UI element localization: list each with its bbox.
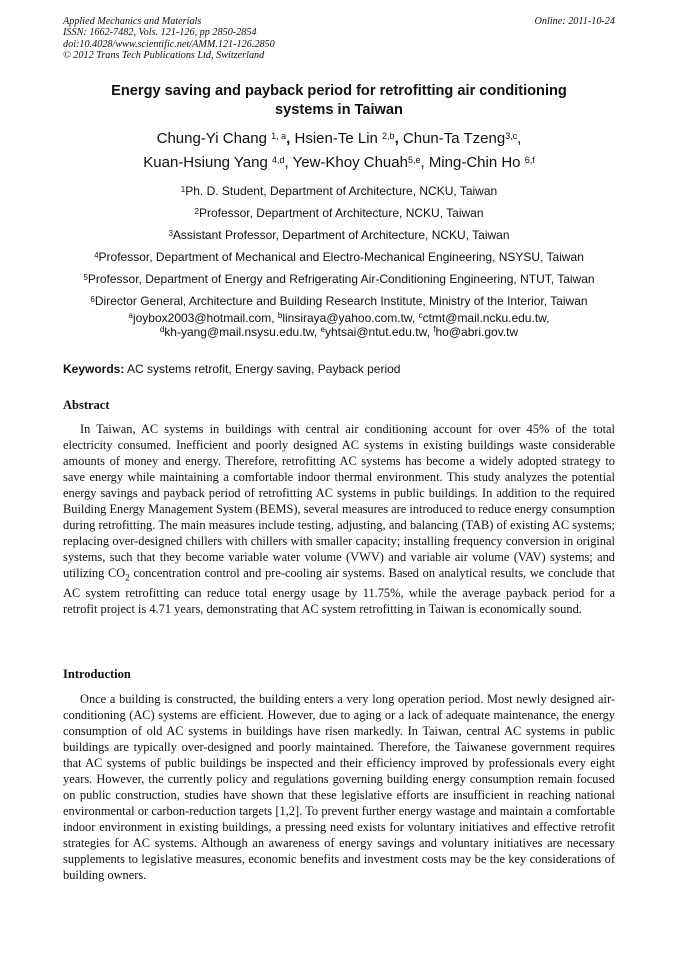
abstract-heading: Abstract (63, 398, 110, 412)
doi-line: doi:10.4028/www.scientific.net/AMM.121-126.2850 (63, 38, 275, 50)
introduction-text: Once a building is constructed, the building enters a very long operation period. Most newly designed air-conditioning (AC) systems are efficient. However, due to aging or a lack of adequate maintenance, the energy consumption of old AC systems in buildings have risen markedly. In Taiwan, central AC systems in public buildings are typically over-designed and poorly maintained. Therefore, the Taiwanese government requires that AC systems of public buildings be inspected and their efficiency improved by professionals every eight years. However, the currently policy and regulations governing building energy consumption remain focused on public construction, studies have shown that these legislative efforts are insufficient in reaching national environmental or carbon-reduction targets [1,2]. To prevent further energy wastage and maintain a comfortable indoor environment in existing buildings, a pressing need exists for voluntary initiatives and effective retrofit strategies for AC systems. Although an awareness of energy savings and voluntary initiatives are necessary supplements to legislative measures, economic benefits and investment costs may be the key considerations of building owners. (63, 692, 615, 882)
affiliation-mark: 6 (90, 294, 95, 304)
author-name: Yew-Khoy Chuah (292, 154, 408, 171)
email-link[interactable]: joybox2003@hotmail.com (132, 311, 272, 325)
author-line-2: Kuan-Hsiung Yang $^{4,d}$, Yew-Khoy Chuah$^{5,e}$, Ming-Chin Ho $^{6,f}$ (143, 154, 535, 171)
affiliation-mark: 3 (168, 228, 173, 238)
email-link[interactable]: yhtsai@ntut.edu.tw (325, 325, 427, 339)
email-link[interactable]: ho@abri.gov.tw (435, 325, 519, 339)
email-line-1: $^a$joybox2003@hotmail.com, $^b$linsiraya@yahoo.com.tw, $^c$ctmt@mail.ncku.edu.tw, (128, 311, 550, 325)
paper-title-line-2: systems in Taiwan (275, 102, 403, 118)
affiliation-text: Professor, Department of Architecture, NCKU, Taiwan (198, 205, 484, 220)
affiliation-text: Director General, Architecture and Building Research Institute, Ministry of the Interior, Taiwan (94, 293, 588, 308)
author-list (40, 127, 638, 175)
affiliation-item (40, 225, 638, 247)
author-affil-mark: 6,f (524, 155, 535, 165)
email-mark: c (418, 311, 423, 320)
online-date: Online: 2011-10-24 (534, 16, 615, 27)
co2-subscript: 2 (125, 572, 130, 583)
affiliation-text: Ph. D. Student, Department of Architecture, NCKU, Taiwan (185, 184, 498, 198)
keywords-label: Keywords: (63, 362, 125, 376)
affiliation-mark: 4 (94, 250, 99, 260)
author-affil-mark: 2,b (382, 131, 395, 141)
email-link[interactable]: linsiraya@yahoo.com.tw (282, 311, 412, 325)
author-line-1: Chung-Yi Chang $^{1, a}$, Hsien-Te Lin $^{2,b}$, Chun-Ta Tzeng$^{3,c}$, (156, 130, 522, 147)
email-link[interactable]: kh-yang@mail.nsysu.edu.tw (164, 325, 314, 339)
email-mark: e (320, 325, 325, 334)
email-mark: d (159, 325, 165, 334)
email-mark: b (277, 311, 283, 320)
email-list (40, 311, 638, 339)
paper-title (63, 82, 615, 120)
abstract-text-part: In Taiwan, AC systems in buildings with central air conditioning account for over 45% of the total electricity consumed. Inefficient and poorly designed AC systems in existing buildings waste considerable amounts of money and energy. Therefore, retrofitting AC systems has become a widely adopted strategy to save energy while maintaining a comfortable indoor thermal environment. This study analyzes the potential energy savings and payback period of retrofitting AC systems in public buildings. In addition to the required Building Energy Management System (BEMS), several measures are introduced to reduce energy consumption during retrofitting. The main measures include testing, adjusting, and balancing (TAB) of existing AC systems; replacing over-designed chillers with chillers with smaller capacity; installing frequency conversion in original systems, such that they become variable water volume (VWV) and variable air volume (VAV) systems; and utilizing CO (63, 422, 615, 580)
affiliation-text: Assistant Professor, Department of Architecture, NCKU, Taiwan (172, 227, 510, 242)
email-link[interactable]: ctmt@mail.ncku.edu.tw (422, 311, 547, 325)
abstract-text (63, 421, 615, 617)
author-affil-mark: 1, a (271, 131, 287, 141)
email-mark: f (433, 325, 436, 334)
affiliation-item (40, 203, 638, 225)
issn-line: ISSN: 1662-7482, Vols. 121-126, pp 2850-2854 (63, 27, 257, 39)
author-affil-mark: 4,d (272, 155, 285, 165)
keywords (63, 361, 615, 377)
author-name: Kuan-Hsiung Yang (143, 154, 268, 171)
affiliation-mark: 1 (180, 185, 186, 194)
author-name: Chung-Yi Chang (156, 130, 267, 147)
author-name: Hsien-Te Lin (294, 130, 378, 147)
affiliation-text: Professor, Department of Mechanical and Electro-Mechanical Engineering, NSYSU, Taiwan (98, 249, 584, 264)
author-affil-mark: 3,c (505, 131, 518, 141)
affiliation-text: Professor, Department of Energy and Refrigerating Air-Conditioning Engineering, NTUT, Taiwan (87, 271, 595, 286)
introduction-heading: Introduction (63, 667, 131, 681)
author-name: Chun-Ta Tzeng (402, 130, 506, 147)
journal-name: Applied Mechanics and Materials (63, 16, 202, 27)
paper-title-line-1: Energy saving and payback period for retrofitting air conditioning (111, 83, 567, 99)
author-affil-mark: 5,e (407, 155, 421, 165)
author-name: Ming-Chin Ho (428, 154, 521, 171)
affiliation-mark: 2 (194, 206, 199, 216)
copyright-line: © 2012 Trans Tech Publications Ltd, Switzerland (63, 50, 265, 62)
email-mark: a (128, 311, 133, 320)
affiliation-list (40, 181, 638, 312)
keywords-text: AC systems retrofit, Energy saving, Payback period (127, 362, 401, 376)
journal-header (63, 16, 615, 62)
affiliation-item (40, 291, 638, 313)
affiliation-mark: 5 (83, 272, 88, 282)
affiliation-item (40, 181, 638, 203)
affiliation-item (40, 269, 638, 291)
email-line-2: $^d$kh-yang@mail.nsysu.edu.tw, $^e$yhtsai@ntut.edu.tw, $^f$ho@abri.gov.tw (159, 325, 519, 339)
affiliation-item (40, 247, 638, 269)
abstract-text-part: concentration control and pre-cooling air systems. Based on analytical results, we conclude that AC system retrofitting can reduce total energy usage by 11.75%, while the average payback period for a retrofit project is 4.71 years, demonstrating that AC system retrofitting in Taiwan is economically sound. (63, 566, 616, 617)
